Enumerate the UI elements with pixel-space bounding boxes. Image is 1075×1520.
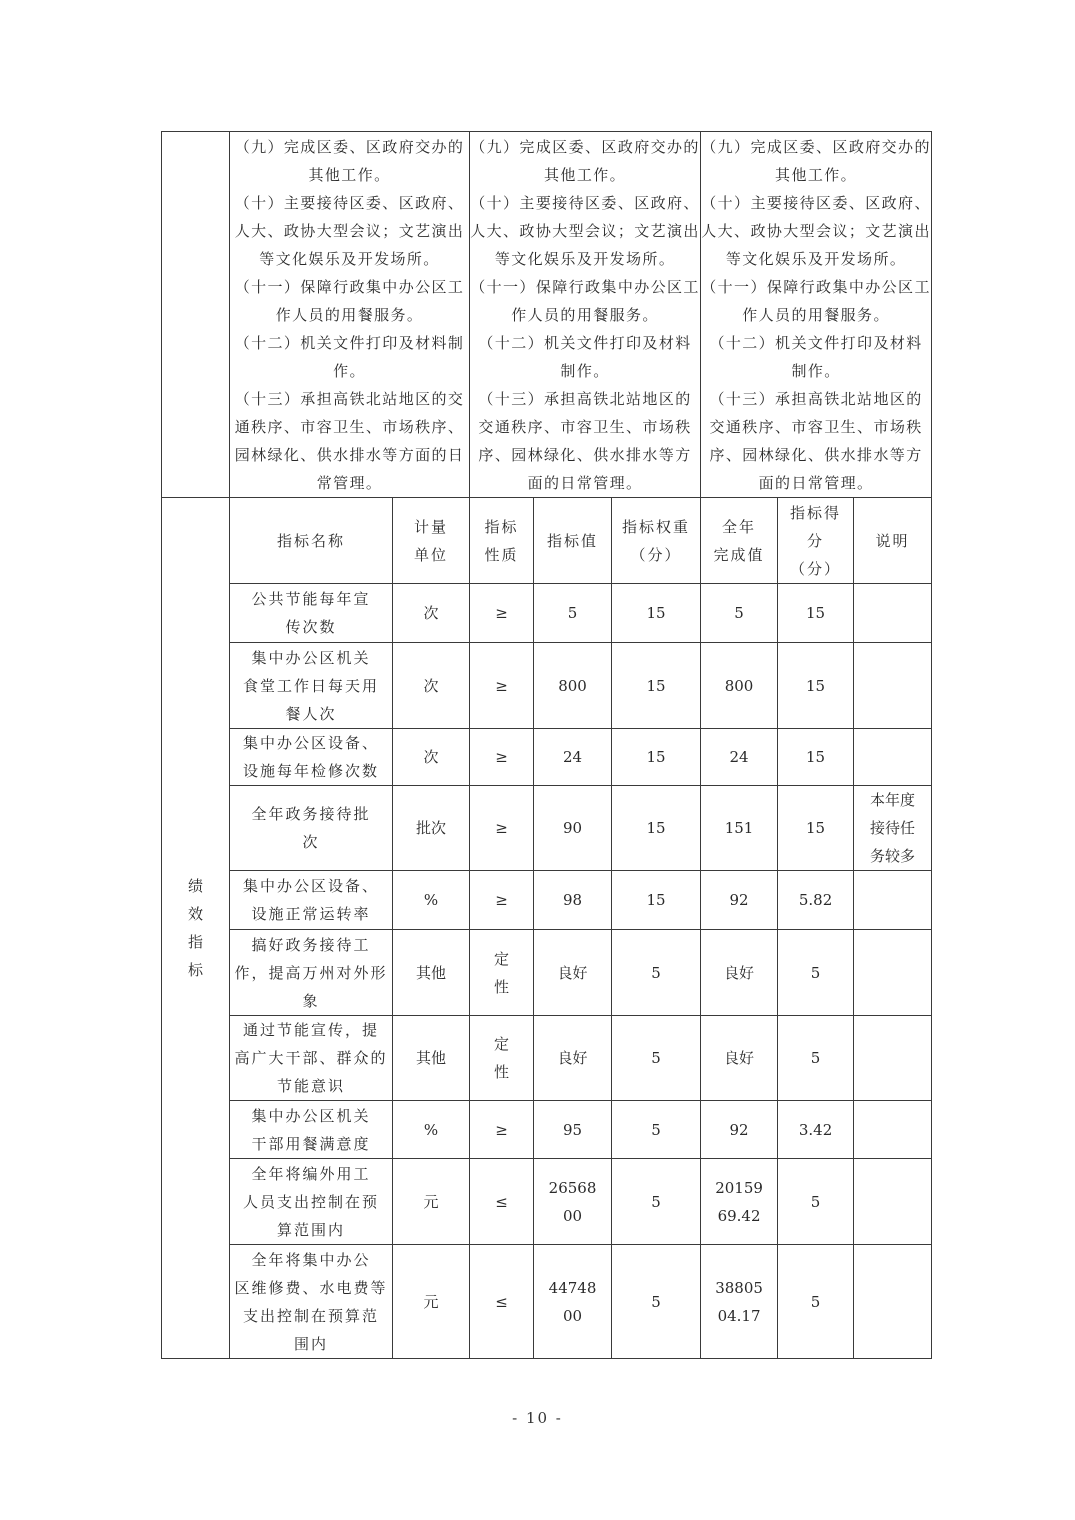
indicator-actual-value: [701, 1016, 778, 1101]
text-line: 性: [494, 977, 510, 996]
text-line: 38805: [715, 1278, 763, 1297]
text-line: 全年将集中办公: [251, 1250, 371, 1269]
indicator-weight: [612, 584, 701, 643]
indicator-score: [778, 584, 854, 643]
text-line: 次: [423, 748, 439, 766]
text-line: 元: [423, 1192, 439, 1211]
text-line: ≥: [495, 604, 508, 622]
duties-col-3: [701, 132, 932, 498]
text-line: 制作。: [791, 361, 841, 380]
indicator-unit: [393, 930, 470, 1016]
text-line: 交通秩序、市容卫生、市场秩: [709, 417, 923, 436]
text-line: 15: [646, 604, 666, 622]
text-line: 集中办公区机关: [251, 1106, 371, 1125]
indicator-unit: [393, 643, 470, 729]
text-line: 26568: [548, 1178, 597, 1197]
indicator-weight: [612, 729, 701, 786]
indicator-name: [230, 871, 393, 930]
text-line: 00: [562, 1306, 583, 1325]
indicator-score: [778, 786, 854, 871]
header-nature: [470, 498, 534, 584]
indicator-row: [162, 643, 932, 729]
text-line: 象: [302, 991, 320, 1010]
indicator-actual-value: [701, 871, 778, 930]
text-line: 元: [423, 1292, 439, 1311]
text-line: （十一）保障行政集中办公区工: [701, 277, 931, 296]
text-line: 其他工作。: [544, 165, 627, 184]
text-line: 良好: [557, 1049, 588, 1067]
indicator-unit: [393, 584, 470, 643]
indicator-row: [162, 1245, 932, 1359]
indicator-name: [230, 1101, 393, 1159]
text-line: 接待任: [870, 819, 916, 837]
text-line: 传次数: [285, 618, 337, 636]
side-label-cell: [162, 498, 230, 1359]
text-line: 人员支出控制在预: [242, 1192, 379, 1211]
indicator-row: [162, 729, 932, 786]
indicator-note: [854, 1101, 932, 1159]
text-line: 5: [651, 1049, 661, 1067]
text-line: 集中办公区机关: [251, 648, 371, 667]
text-line: 集中办公区设备、: [242, 877, 379, 895]
indicator-target-value: [534, 930, 612, 1016]
text-line: 节能意识: [276, 1077, 345, 1095]
indicator-note: [854, 930, 932, 1016]
indicator-target-value: [534, 1245, 612, 1359]
indicator-score: [778, 729, 854, 786]
text-line: 区维修费、水电费等: [234, 1278, 388, 1297]
indicator-row: [162, 930, 932, 1016]
text-line: （十）主要接待区委、区政府、: [470, 193, 700, 212]
indicator-row: [162, 786, 932, 871]
text-line: 44748: [548, 1278, 597, 1297]
text-line: 69.42: [717, 1206, 761, 1225]
indicator-target-value: [534, 584, 612, 643]
indicator-name: [230, 1245, 393, 1359]
text-line: 15: [806, 604, 826, 622]
text-line: 良好: [724, 963, 755, 982]
indicator-weight: [612, 1245, 701, 1359]
indicator-name: [230, 786, 393, 871]
text-line: 15: [646, 819, 666, 837]
text-line: （十二）机关文件打印及材料: [709, 333, 923, 352]
duties-col-1: [230, 132, 470, 498]
text-line: ≤: [495, 1292, 508, 1311]
text-line: 全年: [722, 517, 757, 536]
text-line: ≥: [495, 891, 508, 909]
text-line: 等文化娱乐及开发场所。: [494, 249, 676, 268]
text-line: ≥: [495, 748, 508, 766]
text-line: 制作。: [560, 361, 610, 380]
indicator-nature: [470, 643, 534, 729]
text-line: 5: [651, 1292, 661, 1311]
indicator-target-value: [534, 871, 612, 930]
text-line: 良好: [724, 1049, 755, 1067]
indicator-note: [854, 729, 932, 786]
header-value: 指标值: [534, 498, 612, 584]
text-line: 95: [562, 1120, 583, 1139]
text-line: 15: [646, 891, 666, 909]
text-line: 搞好政务接待工: [251, 935, 371, 954]
text-line: （十一）保障行政集中办公区工: [470, 277, 700, 296]
text-line: 园林绿化、供水排水等方面的日: [234, 445, 465, 464]
text-line: 其他工作。: [775, 165, 858, 184]
indicator-note: [854, 1159, 932, 1245]
text-line: 次: [423, 676, 439, 695]
indicator-name: [230, 643, 393, 729]
text-line: 15: [646, 748, 666, 766]
indicator-score: [778, 930, 854, 1016]
text-line: （九）完成区委、区政府交办的: [234, 137, 465, 156]
text-line: 次: [423, 604, 439, 622]
indicator-name: [230, 1159, 393, 1245]
text-line: 800: [724, 676, 754, 695]
indicator-weight: [612, 930, 701, 1016]
indicator-actual-value: [701, 1245, 778, 1359]
text-line: 04.17: [717, 1306, 761, 1325]
text-line: （十三）承担高铁北站地区的交: [234, 389, 465, 408]
text-line: 性: [494, 1063, 510, 1081]
text-line: （分）: [790, 559, 842, 578]
text-line: 支出控制在预算范: [242, 1306, 379, 1325]
indicator-note: [854, 871, 932, 930]
header-row: [162, 498, 932, 584]
text-line: 24: [729, 748, 749, 766]
text-line: 5: [734, 604, 744, 622]
text-line: 98: [562, 891, 583, 909]
text-line: 计量: [414, 517, 449, 536]
indicator-unit: [393, 1101, 470, 1159]
indicator-score: [778, 1245, 854, 1359]
text-line: 人大、政协大型会议；文艺演出: [470, 221, 700, 240]
indicator-actual-value: [701, 729, 778, 786]
text-line: 指标得: [790, 503, 842, 522]
indicator-note: [854, 643, 932, 729]
indicator-nature: [470, 1101, 534, 1159]
text-line: 90: [562, 819, 583, 837]
indicator-name: [230, 930, 393, 1016]
text-line: ≥: [495, 676, 508, 695]
text-line: 通过节能宣传，提: [242, 1021, 379, 1039]
text-line: 5.82: [798, 891, 833, 909]
text-line: 人大、政协大型会议；文艺演出: [234, 221, 465, 240]
text-line: 其他: [416, 963, 447, 982]
text-line: 完成值: [713, 545, 765, 564]
indicator-note: [854, 584, 932, 643]
performance-table: [161, 131, 932, 1359]
text-line: （十二）机关文件打印及材料制: [234, 333, 465, 352]
text-line: 次: [302, 833, 320, 851]
indicator-note: [854, 786, 932, 871]
text-line: %: [423, 1120, 439, 1139]
text-line: 面的日常管理。: [758, 473, 874, 492]
text-line: 通秩序、市容卫生、市场秩序、: [234, 417, 465, 436]
indicator-target-value: [534, 786, 612, 871]
indicator-weight: [612, 871, 701, 930]
indicator-nature: [470, 1159, 534, 1245]
text-line: 面的日常管理。: [527, 473, 643, 492]
text-line: 其他: [416, 1049, 447, 1067]
text-line: 务较多: [870, 847, 916, 865]
indicator-unit: [393, 786, 470, 871]
header-score: [778, 498, 854, 584]
text-line: 序、园林绿化、供水排水等方: [478, 445, 692, 464]
text-line: 人大、政协大型会议；文艺演出: [701, 221, 931, 240]
indicator-target-value: [534, 729, 612, 786]
text-line: 5: [567, 604, 578, 622]
indicator-nature: [470, 786, 534, 871]
text-line: 其他工作。: [308, 165, 391, 184]
indicator-unit: [393, 871, 470, 930]
indicator-row: [162, 1159, 932, 1245]
text-line: 92: [729, 891, 749, 909]
indicator-actual-value: [701, 930, 778, 1016]
header-actual: [701, 498, 778, 584]
indicator-weight: [612, 1016, 701, 1101]
indicator-name: [230, 584, 393, 643]
text-line: 5: [810, 963, 821, 982]
indicator-weight: [612, 1101, 701, 1159]
indicator-row: [162, 1016, 932, 1101]
text-line: 15: [806, 748, 826, 766]
text-line: 24: [562, 748, 583, 766]
indicator-target-value: [534, 1159, 612, 1245]
text-line: 全年政务接待批: [251, 805, 371, 823]
text-line: 92: [729, 1120, 749, 1139]
text-line: 序、园林绿化、供水排水等方: [709, 445, 923, 464]
duties-col-2: [470, 132, 701, 498]
indicator-name: [230, 1016, 393, 1101]
text-line: 5: [651, 1192, 661, 1211]
header-note: 说明: [854, 498, 932, 584]
indicator-row: [162, 584, 932, 643]
indicator-nature: [470, 729, 534, 786]
text-line: 算范围内: [276, 1220, 345, 1239]
text-line: （十一）保障行政集中办公区工: [234, 277, 465, 296]
text-line: 5: [810, 1049, 821, 1067]
indicator-score: [778, 1101, 854, 1159]
text-line: 本年度: [870, 791, 916, 809]
text-line: 3.42: [798, 1120, 833, 1139]
indicator-unit: [393, 1245, 470, 1359]
page-number: - 10 -: [512, 1409, 563, 1427]
text-line: 良好: [557, 963, 588, 982]
text-line: %: [423, 891, 439, 909]
text-line: （十三）承担高铁北站地区的: [709, 389, 923, 408]
indicator-nature: [470, 1016, 534, 1101]
header-name: 指标名称: [230, 498, 393, 584]
text-line: 00: [562, 1206, 583, 1225]
indicator-target-value: [534, 1016, 612, 1101]
text-line: 作人员的用餐服务。: [275, 305, 424, 324]
text-line: 5: [810, 1292, 821, 1311]
indicator-target-value: [534, 1101, 612, 1159]
text-line: 5: [810, 1192, 821, 1211]
header-unit: [393, 498, 470, 584]
text-line: 性质: [484, 545, 519, 564]
text-line: 指标: [484, 517, 519, 536]
text-line: 批次: [416, 819, 447, 837]
text-line: 15: [806, 819, 826, 837]
text-line: 全年将编外用工: [251, 1164, 371, 1183]
indicator-unit: [393, 729, 470, 786]
text-line: 等文化娱乐及开发场所。: [259, 249, 440, 268]
indicator-actual-value: [701, 1159, 778, 1245]
text-line: 交通秩序、市容卫生、市场秩: [478, 417, 692, 436]
text-line: 集中办公区设备、: [242, 734, 379, 752]
text-line: 公共节能每年宣: [251, 590, 371, 608]
indicator-score: [778, 1159, 854, 1245]
text-line: （分）: [630, 545, 682, 564]
indicator-actual-value: [701, 786, 778, 871]
text-line: 作人员的用餐服务。: [511, 305, 659, 324]
duties-row: [162, 132, 932, 498]
text-line: （十）主要接待区委、区政府、: [234, 193, 465, 212]
text-line: 单位: [414, 545, 449, 564]
text-line: 干部用餐满意度: [251, 1134, 371, 1153]
duties-side-cell: [162, 132, 230, 498]
indicator-nature: [470, 584, 534, 643]
text-line: 围内: [293, 1334, 328, 1353]
indicator-unit: [393, 1159, 470, 1245]
text-line: （九）完成区委、区政府交办的: [701, 137, 931, 156]
text-line: （十）主要接待区委、区政府、: [701, 193, 931, 212]
indicator-unit: [393, 1016, 470, 1101]
text-line: 高广大干部、群众的: [234, 1049, 388, 1067]
indicator-score: [778, 871, 854, 930]
indicator-name: [230, 729, 393, 786]
header-weight: [612, 498, 701, 584]
indicator-row: [162, 871, 932, 930]
text-line: 指标权重: [622, 517, 691, 536]
indicator-note: [854, 1016, 932, 1101]
text-line: 作。: [333, 361, 366, 380]
indicator-actual-value: [701, 1101, 778, 1159]
indicator-nature: [470, 1245, 534, 1359]
text-line: 作，提高万州对外形: [234, 963, 388, 982]
indicator-row: [162, 1101, 932, 1159]
text-line: 20159: [715, 1178, 763, 1197]
text-line: 设施每年检修次数: [242, 762, 379, 780]
text-line: ≤: [495, 1192, 508, 1211]
text-line: ≥: [495, 1120, 508, 1139]
text-line: 定: [494, 949, 510, 968]
indicator-nature: [470, 930, 534, 1016]
text-line: 800: [558, 676, 587, 695]
text-line: 定: [494, 1035, 510, 1053]
text-line: （九）完成区委、区政府交办的: [470, 137, 700, 156]
indicator-target-value: [534, 643, 612, 729]
text-line: 15: [806, 676, 826, 695]
text-line: 设施正常运转率: [251, 905, 371, 923]
indicator-score: [778, 1016, 854, 1101]
indicator-weight: [612, 1159, 701, 1245]
text-line: ≥: [495, 819, 508, 837]
text-line: 等文化娱乐及开发场所。: [725, 249, 907, 268]
indicator-weight: [612, 643, 701, 729]
indicator-score: [778, 643, 854, 729]
text-line: 作人员的用餐服务。: [742, 305, 890, 324]
indicator-note: [854, 1245, 932, 1359]
text-line: 15: [646, 676, 666, 695]
indicator-weight: [612, 786, 701, 871]
text-line: 151: [724, 819, 754, 837]
text-line: 食堂工作日每天用: [242, 676, 379, 695]
indicator-nature: [470, 871, 534, 930]
text-line: 5: [651, 1120, 661, 1139]
text-line: （十三）承担高铁北站地区的: [478, 389, 692, 408]
text-line: 餐人次: [285, 704, 337, 723]
text-line: 常管理。: [316, 473, 383, 492]
text-line: （十二）机关文件打印及材料: [478, 333, 692, 352]
side-label: 绩效指标: [187, 877, 203, 979]
indicator-actual-value: [701, 584, 778, 643]
text-line: 5: [651, 963, 661, 982]
text-line: 分: [807, 531, 825, 550]
indicator-actual-value: [701, 643, 778, 729]
